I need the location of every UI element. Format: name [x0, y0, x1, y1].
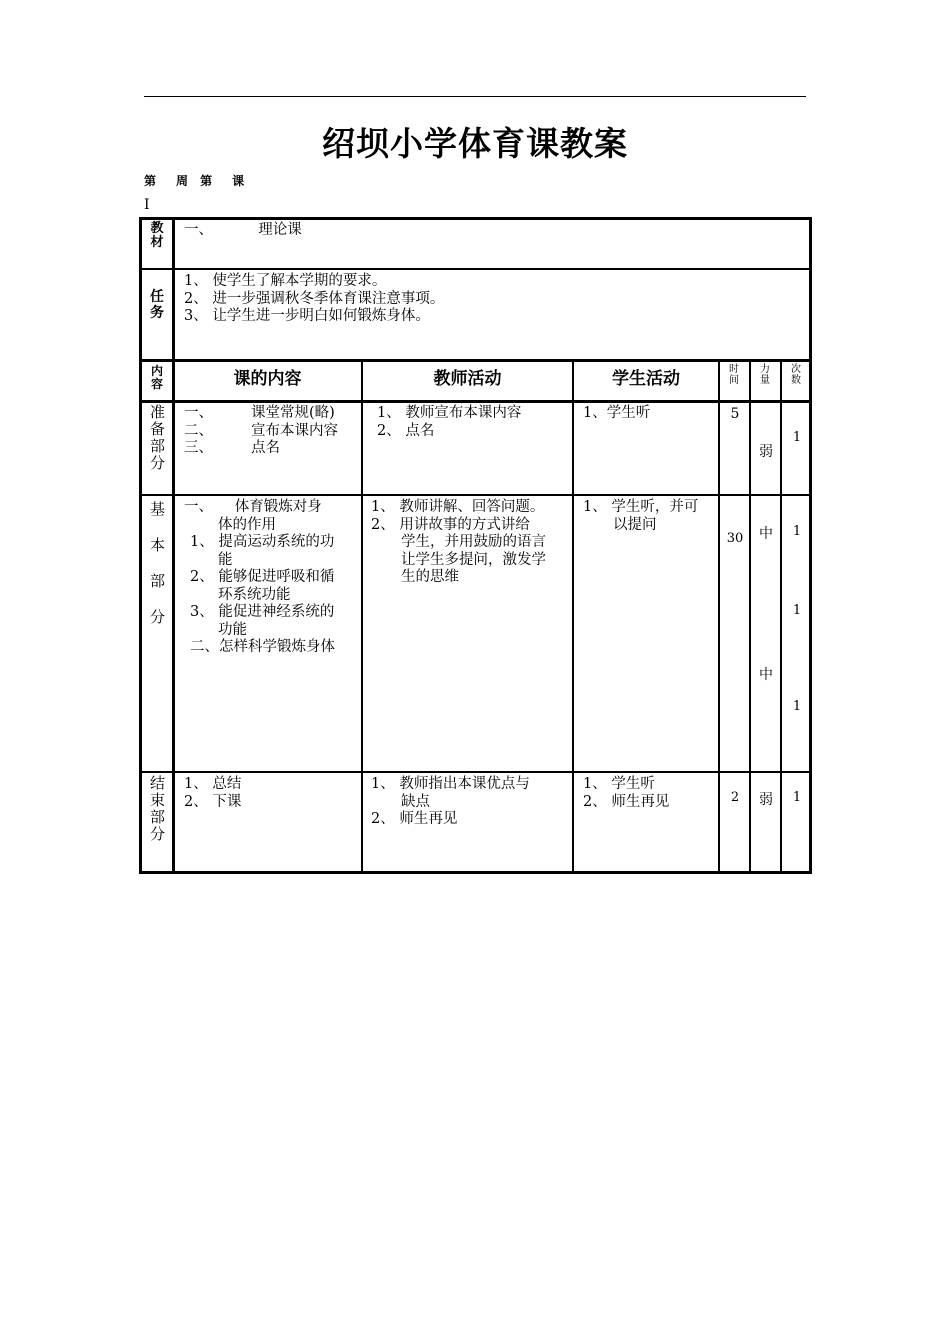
content-label: 内容	[150, 364, 163, 391]
list-item: 一、 体育锻炼对身	[184, 499, 322, 515]
col-header-student: 学生活动	[612, 369, 680, 389]
divider	[572, 359, 574, 874]
basic-count: 1	[792, 699, 802, 714]
divider	[361, 359, 363, 874]
textbook-label: 教材	[150, 221, 164, 250]
list-item-cont: 缺点	[401, 793, 430, 810]
list-item-cont: 功能	[218, 621, 247, 638]
list-item: 2、 师生再见	[371, 811, 458, 827]
list-item: 一、 课堂常规(略)	[184, 405, 335, 421]
end-teacher	[371, 776, 530, 829]
divider	[718, 359, 720, 874]
list-item: 1、 教师指出本课优点与	[371, 776, 530, 792]
divider	[139, 494, 812, 496]
end-intensity: 弱	[759, 792, 773, 808]
list-item-cont: 学生，并用鼓励的语言	[401, 534, 546, 550]
list-item: 二、怎样科学锻炼身体	[190, 639, 335, 655]
list-item: 2、 下课	[184, 793, 242, 810]
list-item: 1、 学生听	[583, 776, 655, 792]
end-content	[184, 776, 241, 811]
list-item: 1、 提高运动系统的功	[190, 534, 335, 550]
col-header-teacher: 教师活动	[433, 369, 502, 389]
col-header-count: 次数	[791, 364, 801, 386]
list-item-cont: 环系统功能	[218, 586, 291, 603]
prep-count: 1	[792, 430, 802, 445]
textbook-item	[184, 222, 302, 240]
basic-count: 1	[792, 524, 802, 539]
end-student	[583, 776, 669, 811]
list-item-cont: 让学生多提问，激发学	[401, 551, 546, 568]
divider	[139, 400, 812, 403]
divider	[139, 359, 812, 362]
tasks-list	[184, 273, 444, 326]
prep-teacher	[377, 405, 521, 440]
list-item: 1、 学生听，并可	[583, 499, 699, 515]
list-item-cont: 体的作用	[218, 516, 276, 533]
list-item: 1、 教师讲解、回答问题。	[371, 499, 545, 515]
tasks-label: 任务	[150, 289, 164, 321]
basic-intensity: 中	[759, 667, 773, 683]
list-item: 1、 教师宣布本课内容	[377, 405, 522, 421]
prep-content	[184, 405, 338, 458]
end-time: 2	[730, 790, 740, 805]
task-item: 2、 进一步强调秋冬季体育课注意事项。	[184, 290, 445, 307]
week-lesson-line: 第 周 第 课	[144, 174, 249, 188]
task-item: 1、 使学生了解本学期的要求。	[184, 273, 387, 289]
list-item: 3、 能促进神经系统的	[190, 604, 335, 620]
list-item: 2、 师生再见	[583, 793, 670, 810]
page-title: 绍坝小学体育课教案	[322, 124, 628, 163]
list-item-cont: 以提问	[613, 516, 657, 533]
text-cursor: I	[144, 197, 150, 213]
basic-label: 基 本 部 分	[149, 500, 165, 626]
basic-content	[184, 499, 335, 657]
list-item-cont: 能	[218, 551, 233, 568]
divider	[780, 359, 782, 874]
divider	[139, 771, 812, 773]
divider	[139, 268, 812, 270]
list-item: 三、 点名	[184, 440, 280, 456]
list-item: 1、 总结	[184, 776, 242, 792]
prep-label: 准备部分	[149, 403, 165, 472]
divider	[749, 359, 751, 874]
header-rule	[144, 96, 806, 97]
col-header-time: 时间	[729, 364, 739, 386]
basic-teacher	[371, 499, 546, 587]
basic-student	[583, 499, 698, 534]
col-header-content: 课的内容	[233, 369, 302, 389]
basic-time: 30	[726, 531, 744, 546]
prep-time: 5	[730, 406, 740, 422]
list-item: 1、学生听	[583, 405, 651, 421]
list-item: 二、 宣布本课内容	[184, 422, 338, 439]
task-item: 3、 让学生进一步明白如何锻炼身体。	[184, 308, 430, 324]
basic-intensity: 中	[759, 526, 773, 542]
end-label: 结束部分	[149, 774, 165, 843]
list-item-cont: 生的思维	[401, 569, 459, 585]
textbook-item-no: 一、	[184, 222, 213, 238]
list-item: 2、 能够促进呼吸和循	[190, 569, 335, 585]
list-item: 2、 点名	[377, 422, 435, 439]
col-header-intensity: 力量	[760, 364, 770, 386]
divider	[172, 217, 175, 874]
prep-intensity: 弱	[759, 444, 773, 460]
textbook-item-text: 理论课	[258, 222, 302, 238]
list-item: 2、 用讲故事的方式讲给	[371, 516, 530, 533]
basic-count: 1	[792, 603, 802, 618]
end-count: 1	[792, 790, 802, 805]
prep-student	[583, 405, 650, 423]
